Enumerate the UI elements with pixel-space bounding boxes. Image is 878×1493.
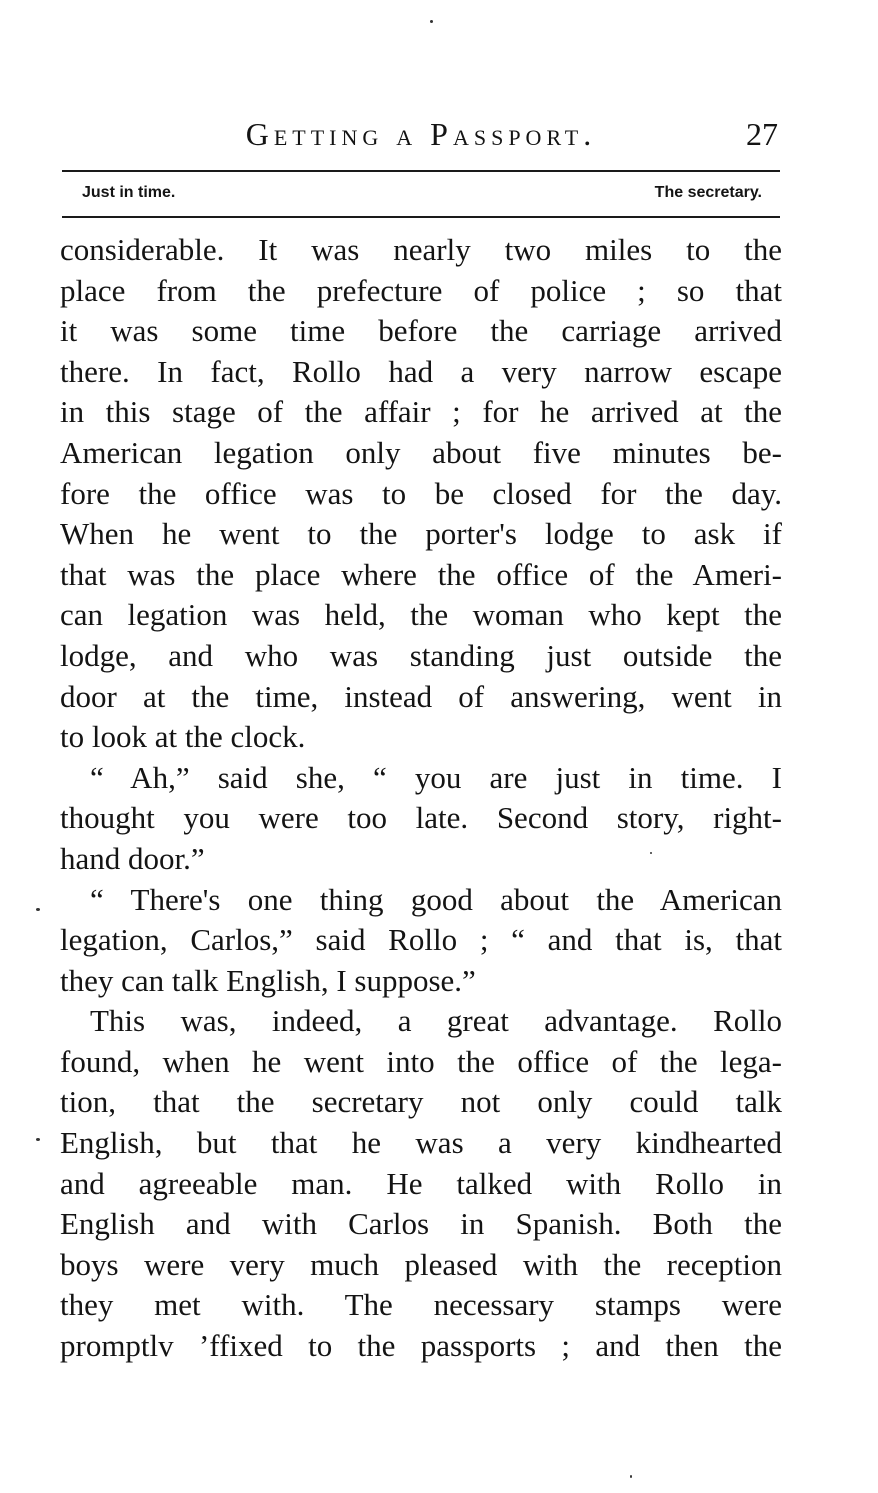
text-line: English and with Carlos in Spanish. Both the — [60, 1206, 782, 1242]
text-line: legation, Carlos,” said Rollo ; “ and that is, that — [60, 922, 782, 958]
body-text — [60, 230, 782, 1367]
text-line: thought you were too late. Second story, right- — [60, 800, 782, 836]
scan-speck — [430, 20, 433, 23]
scan-speck — [650, 852, 652, 854]
running-head — [60, 114, 782, 158]
text-line: hand door.” — [60, 840, 205, 876]
side-notes — [82, 181, 762, 205]
side-note-left: Just in time. — [82, 184, 176, 201]
text-line: to look at the clock. — [60, 719, 306, 755]
scan-speck — [630, 1475, 632, 1478]
header-rule-bottom — [62, 216, 780, 218]
text-line: they met with. The necessary stamps were — [60, 1287, 782, 1323]
text-line: considerable. It was nearly two miles to the — [60, 232, 782, 267]
text-line: lodge, and who was standing just outside the — [60, 637, 782, 673]
text-line: “ There's one thing good about the American — [90, 881, 782, 917]
text-line: door at the time, instead of answering, went in — [60, 678, 782, 714]
text-line: English, but that he was a very kindhearted — [60, 1125, 782, 1161]
header-rule-top — [62, 170, 780, 172]
text-line: it was some time before the carriage arrived — [60, 313, 782, 349]
text-line: place from the prefecture of police ; so that — [60, 272, 782, 308]
page-number: 27 — [746, 116, 778, 152]
text-line: boys were very much pleased with the reception — [60, 1246, 782, 1282]
text-line: can legation was held, the woman who kept the — [60, 597, 782, 633]
text-line: they can talk English, I suppose.” — [60, 962, 476, 998]
text-line: promptlv ’ffixed to the passports ; and then the — [60, 1328, 782, 1364]
text-line: tion, that the secretary not only could talk — [60, 1084, 782, 1120]
text-line: This was, indeed, a great advantage. Rollo — [90, 1003, 782, 1039]
text-line: in this stage of the affair ; for he arrived at the — [60, 394, 782, 430]
text-line: found, when he went into the office of the lega- — [60, 1043, 782, 1079]
running-title: Getting a Passport. — [245, 116, 597, 152]
text-line: there. In fact, Rollo had a very narrow escape — [60, 353, 782, 389]
text-line: When he went to the porter's lodge to ask if — [60, 516, 782, 552]
scan-speck — [36, 908, 40, 911]
scan-speck — [36, 1138, 40, 1141]
side-note-right: The secretary. — [654, 184, 762, 201]
text-line: American legation only about five minutes be- — [60, 434, 782, 470]
text-line: and agreeable man. He talked with Rollo in — [60, 1165, 782, 1201]
text-line: “ Ah,” said she, “ you are just in time. I — [90, 759, 782, 795]
text-line: fore the office was to be closed for the day. — [60, 475, 782, 511]
text-line: that was the place where the office of the Ameri- — [60, 556, 782, 592]
